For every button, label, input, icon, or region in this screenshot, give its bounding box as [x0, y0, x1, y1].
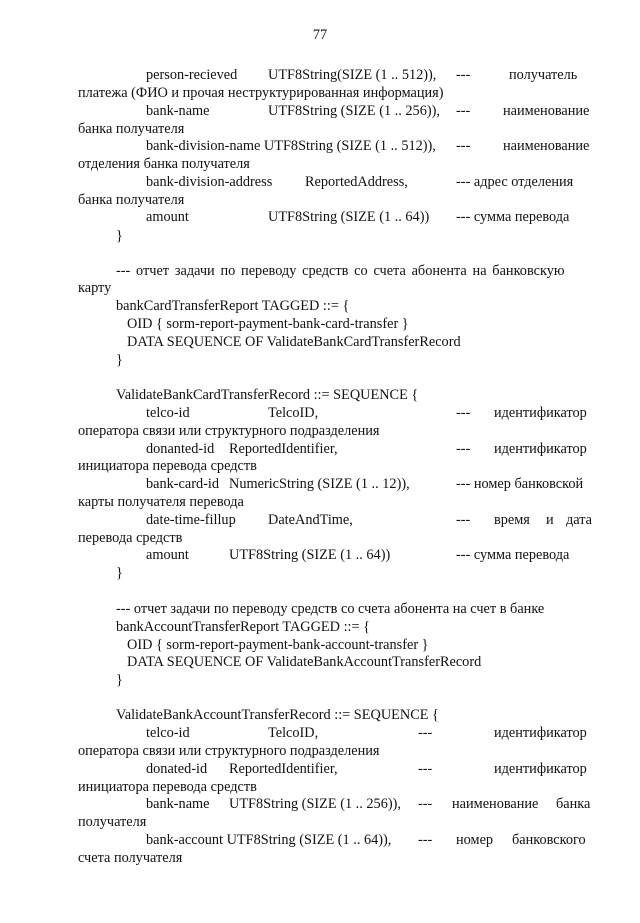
field-type: UTF8String(SIZE (1 .. 512)),: [268, 67, 437, 83]
field-name: date-time-fillup: [146, 512, 236, 528]
comment-dash: ---: [456, 512, 471, 528]
comment-dash: ---: [456, 67, 471, 83]
data-sequence-line: DATA SEQUENCE OF ValidateBankAccountTransferRecord: [127, 654, 482, 670]
field-name-type: bank-account UTF8String (SIZE (1 .. 64)),: [146, 832, 392, 848]
comment-text: дата: [566, 512, 593, 528]
comment-continuation: инициатора перевода средств: [78, 458, 257, 474]
field-type: ReportedIdentifier,: [229, 761, 338, 777]
data-sequence-line: DATA SEQUENCE OF ValidateBankCardTransferRecord: [127, 334, 461, 350]
comment-text: --- сумма перевода: [456, 547, 570, 563]
field-type: UTF8String (SIZE (1 .. 64)): [268, 209, 430, 225]
comment-continuation: перевода средств: [78, 530, 183, 546]
comment-text: идентификатор: [494, 405, 587, 421]
field-name: person-recieved: [146, 67, 238, 83]
comment-text: банковского: [512, 832, 586, 848]
comment-text: --- номер банковской: [456, 476, 584, 492]
closing-brace: }: [116, 228, 123, 244]
closing-brace: }: [116, 565, 123, 581]
oid-line: OID { sorm-report-payment-bank-card-transfer }: [127, 316, 409, 332]
section-comment: --- отчет задачи по переводу средств со счета абонента на банковскую: [116, 263, 565, 279]
comment-continuation: банка получателя: [78, 121, 185, 137]
comment-dash: ---: [456, 405, 471, 421]
field-type: NumericString (SIZE (1 .. 12)),: [229, 476, 410, 492]
comment-text: --- сумма перевода: [456, 209, 570, 225]
report-definition: bankCardTransferReport TAGGED ::= {: [116, 298, 350, 314]
field-name: bank-card-id: [146, 476, 220, 492]
comment-text: получатель: [509, 67, 578, 83]
comment-continuation: счета получателя: [78, 850, 183, 866]
comment-continuation: платежа (ФИО и прочая неструктурированная информация): [78, 85, 444, 101]
field-name: donated-id: [146, 761, 208, 777]
field-name: amount: [146, 209, 189, 225]
closing-brace: }: [116, 352, 123, 368]
field-name: bank-name: [146, 796, 210, 812]
comment-text: наименование: [503, 138, 590, 154]
field-type: TelcoID,: [268, 405, 319, 421]
comment-dash: ---: [456, 103, 471, 119]
comment-dash: ---: [418, 796, 433, 812]
record-definition: ValidateBankAccountTransferRecord ::= SEQUENCE {: [116, 707, 439, 723]
field-type: UTF8String (SIZE (1 .. 64)): [229, 547, 391, 563]
comment-dash: ---: [418, 832, 433, 848]
closing-brace: }: [116, 672, 123, 688]
field-name: telco-id: [146, 405, 190, 421]
comment-text: идентификатор: [494, 725, 587, 741]
field-name: donanted-id: [146, 441, 215, 457]
comment-continuation: оператора связи или структурного подразделения: [78, 423, 380, 439]
report-definition: bankAccountTransferReport TAGGED ::= {: [116, 619, 371, 635]
field-name: bank-name: [146, 103, 210, 119]
comment-continuation: оператора связи или структурного подразделения: [78, 743, 380, 759]
page-number: 77: [312, 27, 328, 43]
field-name: telco-id: [146, 725, 190, 741]
record-definition: ValidateBankCardTransferRecord ::= SEQUENCE {: [116, 387, 419, 403]
comment-continuation: получателя: [78, 814, 147, 830]
field-type: UTF8String (SIZE (1 .. 256)),: [268, 103, 440, 119]
field-type: ReportedIdentifier,: [229, 441, 338, 457]
comment-text: наименование: [452, 796, 539, 812]
comment-text: время: [494, 512, 530, 528]
oid-line: OID { sorm-report-payment-bank-account-transfer }: [127, 637, 429, 653]
field-name-type: bank-division-name UTF8String (SIZE (1 .. 512)),: [146, 138, 436, 154]
comment-continuation: инициатора перевода средств: [78, 779, 257, 795]
field-name: bank-division-address: [146, 174, 273, 190]
field-type: DateAndTime,: [268, 512, 353, 528]
comment-dash: ---: [456, 441, 471, 457]
comment-dash: ---: [418, 761, 433, 777]
comment-text: --- адрес отделения: [456, 174, 574, 190]
comment-text: идентификатор: [494, 441, 587, 457]
comment-dash: ---: [418, 725, 433, 741]
field-type: UTF8String (SIZE (1 .. 256)),: [229, 796, 401, 812]
comment-text: номер: [456, 832, 494, 848]
comment-continuation: отделения банка получателя: [78, 156, 250, 172]
section-comment: --- отчет задачи по переводу средств со счета абонента на счет в банке: [116, 601, 545, 617]
field-type: ReportedAddress,: [305, 174, 408, 190]
comment-text: идентификатор: [494, 761, 587, 777]
comment-continuation: карту: [78, 280, 112, 296]
comment-text: и: [546, 512, 554, 528]
comment-text: банка: [556, 796, 591, 812]
field-type: TelcoID,: [268, 725, 319, 741]
field-name: amount: [146, 547, 189, 563]
comment-continuation: карты получателя перевода: [78, 494, 244, 510]
comment-dash: ---: [456, 138, 471, 154]
comment-text: наименование: [503, 103, 590, 119]
comment-continuation: банка получателя: [78, 192, 185, 208]
